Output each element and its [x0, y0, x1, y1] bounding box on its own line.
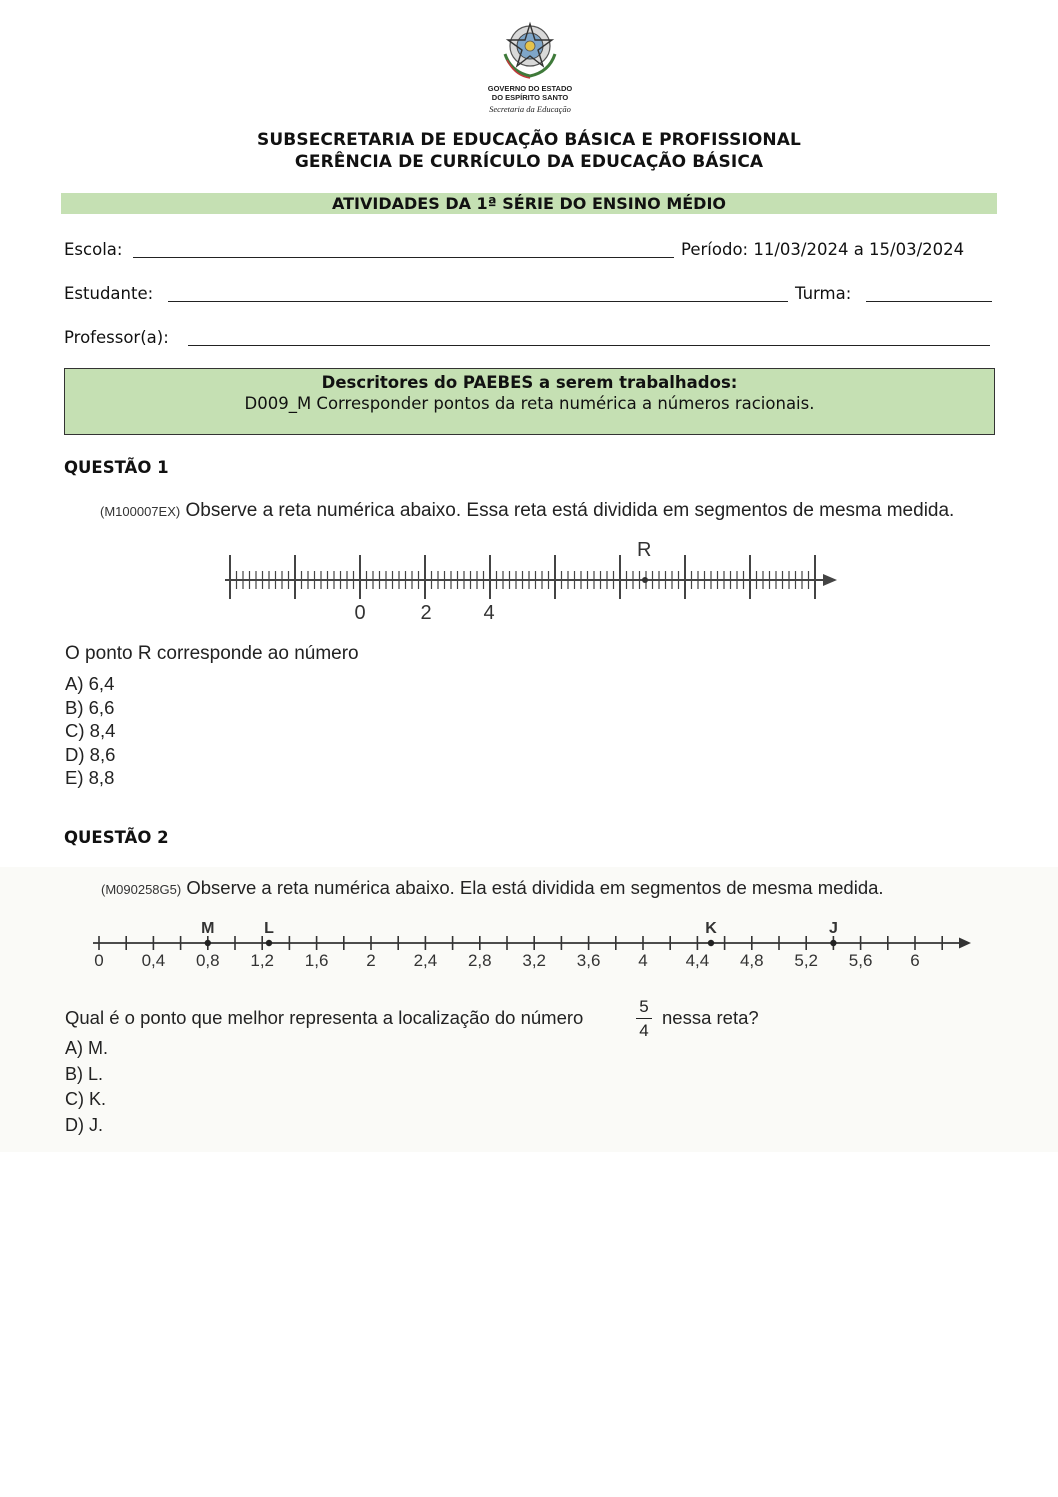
- q2-ticks: [94, 936, 942, 970]
- q1-tick-label-4: 4: [483, 602, 495, 624]
- q2-tick-label: 4: [638, 951, 648, 970]
- q1-option-a[interactable]: A) 6,4: [65, 673, 115, 694]
- q1-option-e[interactable]: E) 8,8: [65, 767, 115, 788]
- activity-band: [61, 193, 997, 214]
- student-label: Estudante:: [64, 284, 154, 303]
- school-field[interactable]: [133, 257, 674, 258]
- q2-point-label-m: M: [201, 920, 215, 937]
- q2-option-c[interactable]: C) K.: [65, 1089, 107, 1109]
- q2-point-label-k: K: [705, 920, 717, 937]
- q1-tick-label-2: 2: [420, 602, 432, 624]
- descriptors-title: Descritores do PAEBES a serem trabalhados:: [321, 373, 738, 392]
- q1-option-d[interactable]: D) 8,6: [65, 744, 116, 765]
- state-coat-of-arms-logo: [497, 16, 563, 82]
- q2-point-l: [266, 940, 272, 946]
- q2-point-label-l: L: [264, 920, 274, 937]
- question-1-prompt: Observe a reta numérica abaixo. Essa reta está dividida em segmentos de mesma medida.: [185, 500, 955, 521]
- q2-tick-label: 3,2: [522, 951, 547, 970]
- descriptors-box: [64, 368, 995, 435]
- logo-caption-line3: Secretaria da Educação: [489, 104, 571, 114]
- teacher-field[interactable]: [188, 345, 990, 346]
- q2-point-j: [830, 940, 836, 946]
- logo-caption-line2: DO ESPÍRITO SANTO: [491, 93, 569, 102]
- q2-tick-label: 0,4: [141, 951, 166, 970]
- q1-point-r: [642, 577, 648, 583]
- q1-option-c[interactable]: C) 8,4: [65, 720, 116, 741]
- q2-option-a[interactable]: A) M.: [65, 1038, 108, 1058]
- q2-option-d[interactable]: D) J.: [65, 1115, 103, 1135]
- q1-axis-arrow: [823, 574, 837, 586]
- descriptors-text: D009_M Corresponder pontos da reta numérica a números racionais.: [244, 394, 815, 413]
- q2-tick-label: 5,6: [848, 951, 873, 970]
- school-label: Escola:: [64, 240, 123, 259]
- teacher-label: Professor(a):: [64, 328, 169, 347]
- question-1-code: (M100007EX): [100, 504, 181, 519]
- question-2-question-before: Qual é o ponto que melhor representa a localização do número: [65, 1007, 584, 1028]
- q1-tick-label-0: 0: [354, 602, 366, 624]
- class-label: Turma:: [795, 284, 852, 303]
- q2-point-k: [708, 940, 714, 946]
- logo-caption-line1: GOVERNO DO ESTADO: [487, 84, 573, 93]
- q2-tick-label: 6: [910, 951, 920, 970]
- q1-number-line: [215, 535, 855, 630]
- fraction-numerator: 5: [639, 997, 649, 1016]
- q2-tick-label: 5,2: [794, 951, 819, 970]
- question-1-question: O ponto R corresponde ao número: [65, 643, 359, 664]
- period-text: Período: 11/03/2024 a 15/03/2024: [681, 240, 965, 259]
- q1-point-r-label: R: [637, 539, 652, 561]
- class-field[interactable]: [866, 301, 992, 302]
- q1-option-b[interactable]: B) 6,6: [65, 697, 115, 718]
- q2-tick-label: 1,2: [250, 951, 275, 970]
- activity-band-label: ATIVIDADES DA 1ª SÉRIE DO ENSINO MÉDIO: [332, 194, 726, 213]
- q2-tick-label: 2,4: [413, 951, 438, 970]
- q2-number-line: [85, 912, 985, 972]
- question-1-heading: QUESTÃO 1: [64, 458, 169, 477]
- q2-tick-label: 2,8: [467, 951, 492, 970]
- question-1-prompt-line: [100, 500, 954, 522]
- q2-point-label-j: J: [828, 920, 838, 937]
- q2-tick-label: 4,8: [739, 951, 764, 970]
- q2-tick-label: 3,6: [576, 951, 601, 970]
- student-field[interactable]: [168, 301, 788, 302]
- q2-tick-label: 0,8: [195, 951, 220, 970]
- q2-tick-label: 2: [366, 951, 376, 970]
- question-2-prompt-line: [101, 877, 884, 899]
- q2-axis-arrow: [959, 938, 971, 949]
- q2-point-m: [205, 940, 211, 946]
- question-2-code: (M090258G5): [101, 882, 182, 897]
- q2-tick-label: 0: [94, 951, 104, 970]
- q1-ticks: [230, 555, 815, 599]
- question-2-question-after: nessa reta?: [662, 1007, 759, 1028]
- question-2-prompt: Observe a reta numérica abaixo. Ela está dividida em segmentos de mesma medida.: [186, 877, 884, 898]
- question-2-heading: QUESTÃO 2: [64, 828, 169, 847]
- q2-tick-label: 1,6: [304, 951, 329, 970]
- header-title-1: SUBSECRETARIA DE EDUCAÇÃO BÁSICA E PROFISSIONAL: [257, 130, 801, 150]
- fraction-denominator: 4: [639, 1021, 649, 1040]
- q2-option-b[interactable]: B) L.: [65, 1064, 104, 1084]
- header-title-2: GERÊNCIA DE CURRÍCULO DA EDUCAÇÃO BÁSICA: [294, 152, 764, 172]
- fraction-bar: [636, 1018, 652, 1019]
- q2-tick-label: 4,4: [685, 951, 710, 970]
